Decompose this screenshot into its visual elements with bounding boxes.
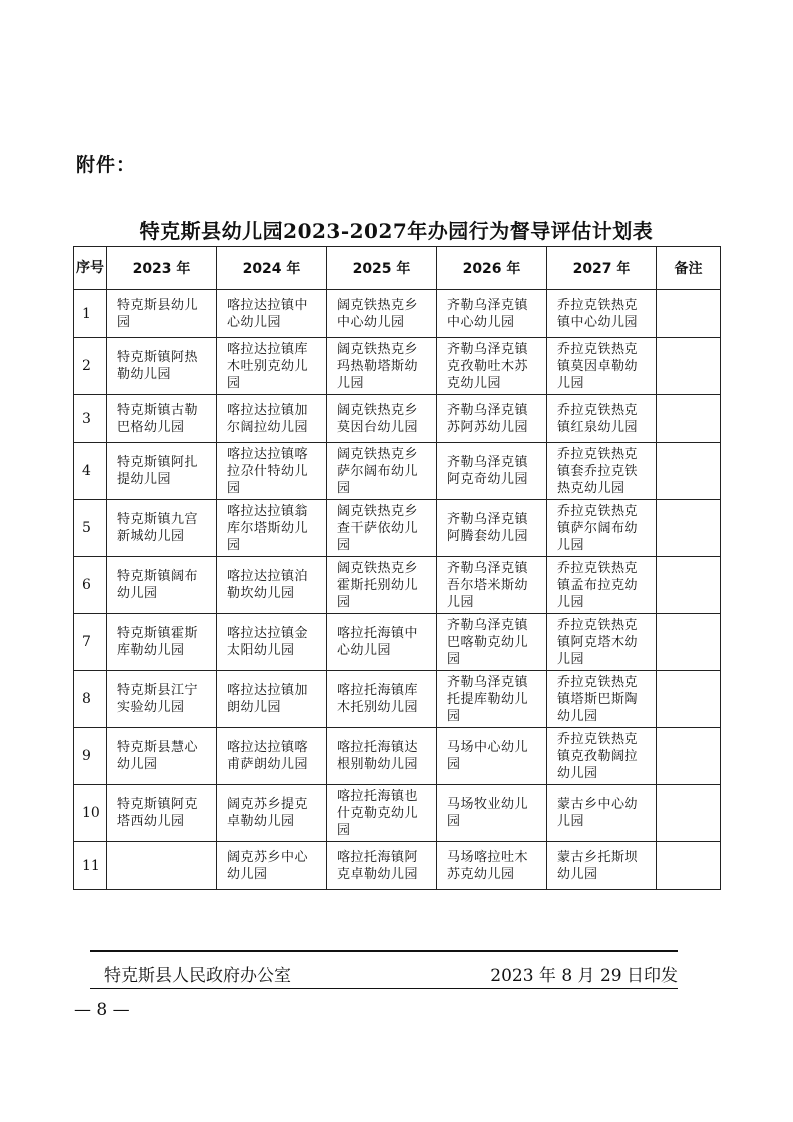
cell-2025 [327,290,437,338]
header-2025: 2025 年 [327,247,437,290]
table-row [74,395,721,443]
cell-note [657,395,721,443]
cell-note [657,290,721,338]
cell-2027 [547,338,657,395]
row-number: 6 [74,557,107,614]
cell-2023 [107,842,217,890]
kindergarten-name: 喀拉托海镇库木托别幼儿园 [337,683,419,715]
kindergarten-name: 阔克铁热克乡查干萨依幼儿园 [337,503,419,553]
cell-2026 [437,614,547,671]
cell-2024 [217,671,327,728]
header-seq: 序号 [74,247,107,290]
cell-2023 [107,557,217,614]
cell-2027 [547,443,657,500]
kindergarten-name: 喀拉托海镇达根别勒幼儿园 [337,740,419,772]
kindergarten-name: 阔克铁热克乡萨尔阔布幼儿园 [337,446,419,496]
kindergarten-name: 喀拉达拉镇翁库尔塔斯幼儿园 [227,503,309,553]
issuer: 特克斯县人民政府办公室 [104,966,291,986]
kindergarten-name: 喀拉达拉镇库木吐别克幼儿园 [227,341,309,391]
kindergarten-name: 乔拉克铁热克镇莫因卓勒幼儿园 [557,341,639,391]
cell-2027 [547,614,657,671]
kindergarten-name: 喀拉托海镇阿克卓勒幼儿园 [337,849,419,882]
kindergarten-name: 阔克铁热克乡霍斯托别幼儿园 [337,560,419,610]
cell-2023 [107,614,217,671]
kindergarten-name: 乔拉克铁热克镇克孜勒阔拉幼儿园 [557,731,639,781]
header-2026: 2026 年 [437,247,547,290]
cell-2027 [547,728,657,785]
cell-2025 [327,500,437,557]
cell-2026 [437,728,547,785]
cell-2023 [107,290,217,338]
kindergarten-name: 乔拉克铁热克镇塔斯巴斯陶幼儿园 [557,674,639,724]
kindergarten-name: 特克斯镇阔布幼儿园 [117,569,199,601]
kindergarten-name: 乔拉克铁热克镇阿克塔木幼儿园 [557,617,639,667]
kindergarten-name: 阔克苏乡提克卓勒幼儿园 [227,797,309,829]
kindergarten-name: 马场中心幼儿园 [447,740,529,772]
cell-note [657,338,721,395]
cell-2023 [107,671,217,728]
kindergarten-name: 特克斯县江宁实验幼儿园 [117,683,199,715]
cell-2026 [437,785,547,842]
table-row [74,557,721,614]
kindergarten-name: 特克斯镇霍斯库勒幼儿园 [117,626,199,658]
issue-date: 2023 年 8 月 29 日印发 [490,966,678,986]
cell-2024 [217,395,327,443]
cell-2025 [327,785,437,842]
cell-2025 [327,443,437,500]
kindergarten-name: 齐勒乌泽克镇苏阿苏幼儿园 [447,402,529,435]
header-2023: 2023 年 [107,247,217,290]
kindergarten-name: 喀拉达拉镇中心幼儿园 [227,297,309,330]
kindergarten-name: 马场牧业幼儿园 [447,797,529,829]
cell-2026 [437,557,547,614]
cell-2024 [217,443,327,500]
row-number: 3 [74,395,107,443]
kindergarten-name: 喀拉达拉镇喀甫萨朗幼儿园 [227,740,309,772]
kindergarten-name: 马场喀拉吐木苏克幼儿园 [447,849,529,882]
table-row [74,500,721,557]
cell-2025 [327,671,437,728]
kindergarten-name: 特克斯县慧心幼儿园 [117,740,199,772]
cell-2025 [327,728,437,785]
cell-2023 [107,785,217,842]
cell-2027 [547,395,657,443]
kindergarten-name: 齐勒乌泽克镇巴喀勒克幼儿园 [447,617,529,667]
cell-note [657,728,721,785]
cell-note [657,614,721,671]
kindergarten-name: 特克斯镇阿克塔西幼儿园 [117,797,199,829]
kindergarten-name: 阔克铁热克乡玛热勒塔斯幼儿园 [337,341,419,391]
cell-2024 [217,557,327,614]
evaluation-plan-table [73,246,721,890]
cell-2025 [327,557,437,614]
header-2027: 2027 年 [547,247,657,290]
cell-2026 [437,671,547,728]
cell-note [657,443,721,500]
row-number: 4 [74,443,107,500]
table-row [74,614,721,671]
cell-2023 [107,338,217,395]
cell-2025 [327,842,437,890]
table-row [74,338,721,395]
cell-2024 [217,290,327,338]
kindergarten-name: 阔克铁热克乡中心幼儿园 [337,297,419,330]
table-row [74,728,721,785]
cell-2026 [437,443,547,500]
cell-note [657,785,721,842]
kindergarten-name: 齐勒乌泽克镇克孜勒吐木苏克幼儿园 [447,341,529,391]
cell-2026 [437,395,547,443]
cell-2027 [547,500,657,557]
cell-2023 [107,500,217,557]
cell-note [657,671,721,728]
table-row [74,785,721,842]
row-number: 9 [74,728,107,785]
cell-2023 [107,728,217,785]
cell-2027 [547,671,657,728]
row-number: 5 [74,500,107,557]
cell-2027 [547,842,657,890]
kindergarten-name: 喀拉达拉镇泊勒坎幼儿园 [227,569,309,601]
cell-2026 [437,338,547,395]
cell-2024 [217,842,327,890]
table-row [74,842,721,890]
header-2024: 2024 年 [217,247,327,290]
cell-2024 [217,614,327,671]
kindergarten-name: 特克斯镇阿热勒幼儿园 [117,350,199,382]
kindergarten-name: 特克斯镇阿扎提幼儿园 [117,455,199,487]
header-note: 备注 [657,247,721,290]
cell-2026 [437,500,547,557]
kindergarten-name: 蒙古乡中心幼儿园 [557,797,639,829]
cell-2025 [327,614,437,671]
row-number: 7 [74,614,107,671]
table-body [74,290,721,890]
kindergarten-name: 特克斯镇九宫新城幼儿园 [117,512,199,544]
attachment-label: 附件： [76,154,137,176]
cell-note [657,557,721,614]
cell-2025 [327,338,437,395]
kindergarten-name: 齐勒乌泽克镇阿腾套幼儿园 [447,512,529,544]
kindergarten-name: 特克斯县幼儿园 [117,297,199,330]
kindergarten-name: 齐勒乌泽克镇托提库勒幼儿园 [447,674,529,724]
kindergarten-name: 乔拉克铁热克镇套乔拉克铁热克幼儿园 [557,446,639,496]
kindergarten-name: 喀拉达拉镇金太阳幼儿园 [227,626,309,658]
kindergarten-name: 齐勒乌泽克镇阿克奇幼儿园 [447,455,529,487]
cell-2024 [217,338,327,395]
footer-rule-top [90,950,678,952]
kindergarten-name: 喀拉达拉镇喀拉尕什特幼儿园 [227,446,309,496]
row-number: 8 [74,671,107,728]
page-number: — 8 — [74,1000,130,1020]
cell-2024 [217,728,327,785]
cell-2027 [547,557,657,614]
document-title: 特克斯县幼儿园2023-2027年办园行为督导评估计划表 [139,219,654,243]
kindergarten-name: 喀拉达拉镇加朗幼儿园 [227,683,309,715]
cell-2026 [437,290,547,338]
row-number: 1 [74,290,107,338]
kindergarten-name: 蒙古乡托斯坝幼儿园 [557,849,639,882]
cell-2025 [327,395,437,443]
footer-rule-bottom [90,988,678,989]
kindergarten-name: 喀拉托海镇中心幼儿园 [337,626,419,658]
kindergarten-name: 乔拉克铁热克镇中心幼儿园 [557,297,639,330]
cell-note [657,500,721,557]
kindergarten-name: 喀拉达拉镇加尔阔拉幼儿园 [227,402,309,435]
table-header-row [74,247,721,290]
kindergarten-name: 乔拉克铁热克镇萨尔阔布幼儿园 [557,503,639,553]
table-row [74,443,721,500]
row-number: 11 [74,842,107,890]
kindergarten-name: 齐勒乌泽克镇吾尔塔米斯幼儿园 [447,560,529,610]
kindergarten-name: 阔克铁热克乡莫因台幼儿园 [337,402,419,435]
cell-2026 [437,842,547,890]
cell-2024 [217,785,327,842]
table-row [74,290,721,338]
kindergarten-name: 阔克苏乡中心幼儿园 [227,849,309,882]
kindergarten-name: 齐勒乌泽克镇中心幼儿园 [447,297,529,330]
cell-2027 [547,785,657,842]
row-number: 10 [74,785,107,842]
kindergarten-name: 特克斯镇古勒巴格幼儿园 [117,402,199,435]
row-number: 2 [74,338,107,395]
cell-2023 [107,443,217,500]
cell-2027 [547,290,657,338]
cell-2023 [107,395,217,443]
cell-note [657,842,721,890]
kindergarten-name: 喀拉托海镇也什克勒克幼儿园 [337,788,419,838]
cell-2024 [217,500,327,557]
table-row [74,671,721,728]
kindergarten-name: 乔拉克铁热克镇孟布拉克幼儿园 [557,560,639,610]
kindergarten-name: 乔拉克铁热克镇红泉幼儿园 [557,402,639,435]
